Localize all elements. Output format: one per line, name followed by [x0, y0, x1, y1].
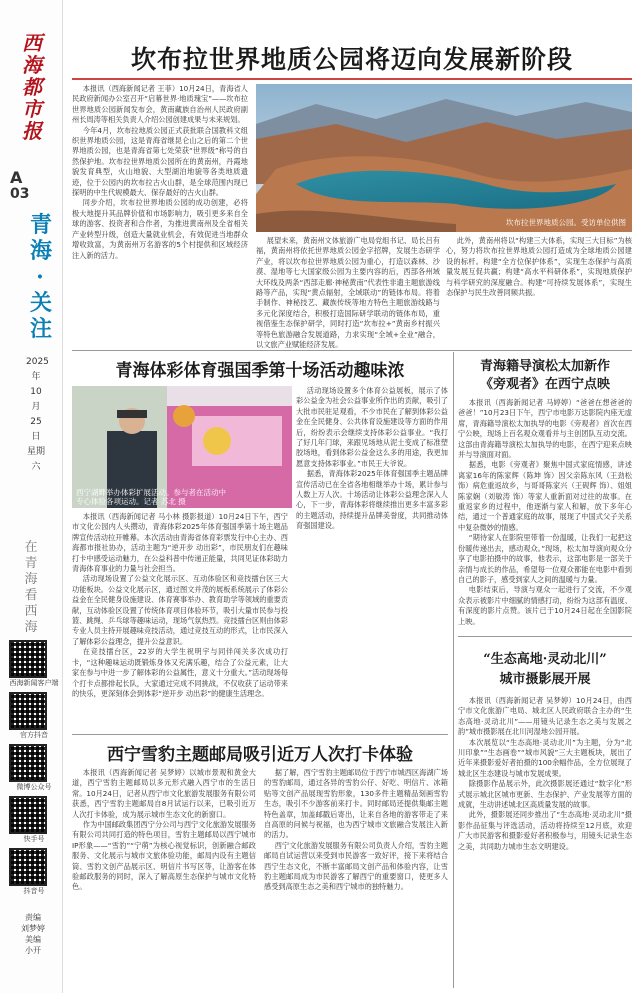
article-3-column-2: 据了解，西宁雪豹主题邮局位于西宁市城西区海湖广场的雪豹邮局，通过各异的雪豹公仔、好吃、明信片、冰箱贴等文创产品展现雪豹形象，130多件主题精品刻画雪豹生态，吸引不少游客前来打卡。同时邮局还提供集邮主题特色盖章，加盖邮戳后寄出，让来自各地的游客带走了来自高原的问候与祝福，也为西宁城市文旅融合发展注入新的活力。 西宁文化旅游发展服务有限公司负责人介绍，雪豹主题邮局自试运营以来受到市民游客一致好评，接下来将结合西宁生态文化，不断丰富邮局文创产品和体验内容，让雪豹主题邮局成为市民游客了解西宁的重要窗口，使更多人感受到高原生态之美和西宁城市的独特魅力。	[264, 768, 448, 892]
article-2-column-2: 活动现场设置多个体育公益展板，展示了体彩公益金为社会公益事业所作出的贡献，吸引了大批市民驻足观看，不少市民在了解到体彩公益金在全民健身、公共体育设施建设等方面的作用后，纷纷表示会继续支持体彩公益事业。“我打了好几年门球，来跟见场地从泥土变成了标准塑胶场地，看到体彩公益金这么多的用途，我更加愿意支持体彩事业。”市民王大爷说。 据悉，青海体彩2025年体育强国季主题品牌宣传活动已在全省各地相继举办十场，累计参与人数上万人次。十场活动让体彩公益理念深入人心，下一步，青海体彩将继续推出更多丰富多彩的主题活动，持续提升品牌美誉度，共同推动体育强国建设。	[296, 386, 448, 531]
logo-char: 都	[22, 75, 42, 99]
article-3-column-1: 本报讯（西海新闻记者 吴梦婷）以城市景观和黄金大道，西宁雪豹主题邮局以多元形式融入西宁市的生活日常。10月24日，记者从西宁市文化旅游发展服务有限公司获悉，西宁雪豹主题邮局自8月试运行以来，已吸引近万人次打卡体验，成为展示城市生态文化的新窗口。 作为中国邮政集团西宁分公司与西宁文化旅游发展服务有限公司共同打造的特色项目，雪豹主题邮局以西宁城市IP形象——“雪豹”“宁萌”为核心视觉标识，创新融合邮政服务、文化展示与城市文旅体验功能，邮局内设有主题信筒、雪豹文创产品展示区、明信片书写区等，让游客在体验邮政服务的同时，深入了解高原生态保护与城市文化特色。	[72, 768, 256, 892]
qr-code-icon[interactable]	[9, 744, 47, 782]
logo-char: 海	[22, 53, 42, 77]
section-divider	[72, 734, 448, 735]
logo-char: 报	[22, 119, 42, 143]
article-3-headline: 西宁雪豹主题邮局吸引近万人次打卡体验	[107, 745, 413, 765]
article-1-column-3: 此外，黄南州将以“构建三大体系，实现三大目标”为核心，努力将坎布拉世界地质公园打造成为全球地质公园建设的标杆。构建“全方位保护体系”，实现生态保护与高质量发展互促共赢；构建“高水平科研体系”，实现地质保护与科学研究的深度融合。构建“可持续发展体系”，实现生态保护与民生改善同频共振。	[446, 236, 632, 298]
article-2-photo	[72, 386, 292, 508]
article-1-photo	[256, 84, 632, 232]
slogan: 在青海 看西海	[24, 540, 38, 635]
photo-caption: 坎布拉世界地质公园。受访单位供图	[506, 218, 626, 227]
logo-char: 西	[22, 31, 42, 55]
qr-code-block[interactable]: 微博公众号	[9, 744, 59, 792]
article-1-column-2: 展望未来，黄南州文体旅游广电局党组书记、局长吕有福，黄南州将依托世界地质公园金字招牌，发展生态研学产业，将以坎布拉世界地质公园为重心，打造以森林、沙漠、湿地等七大国家级公园为主要内容的后，西部各州域大环线及两条“西部走廊·神秘黄南”代表性非遗主题旅游线路等产品，实现“黄点辐射，全域联动”的链体布局。将着手制作、神秘技艺、藏族传统等地方特色主题旅游线路与多元化深度结合，积极打造国际研学联动的链体布局，重视借鉴生态保护研学，同时打造“坎布拉+”黄南乡村振兴等特色旅游融合发展道路，力求实现“全域+全业”融合，以文旅产业赋能经济发展。	[256, 236, 440, 350]
lake-landscape-image	[256, 84, 632, 232]
qr-code-block[interactable]: 官方抖音	[9, 692, 59, 740]
qr-code-block[interactable]: 快手号	[9, 796, 59, 844]
section-divider	[458, 636, 632, 637]
qr-code-icon[interactable]	[9, 848, 47, 886]
page-letter: A	[10, 168, 23, 187]
section-divider	[72, 350, 632, 351]
qr-code-icon[interactable]	[9, 796, 47, 834]
section-name: 青 海 · 关 注	[30, 212, 53, 342]
article-5-headline: “生态高地·灵动北川” 城市摄影展开展	[483, 652, 607, 687]
article-1-headline: 坎布拉世界地质公园将迈向发展新阶段	[130, 45, 573, 74]
qr-code-block[interactable]: 抖音号	[9, 848, 59, 896]
issue-date: 2025年 10月 25日 星期六	[26, 357, 49, 472]
article-5-body: 本报讯（西海新闻记者 吴梦婷）10月24日，由西宁市文化旅游广电局、城北区人民政府联合主办的“生态高地·灵动北川”——用镜头记录生态之美与发展之韵”城市摄影展在北川河湿地公园开展。 本次展览以“生态高地·灵动北川”为主题，分为“北川印象”“生态画卷”“城市风貌”三大主题板块，展出了近年来摄影爱好者拍摄的100余幅作品，全方位展现了城北区生态建设与城市发展成果。 除摄影作品展示外，此次摄影展还通过“数字化”形式展示城北区城市更新、生态保护、产业发展等方面的成就，生动讲述城北区高质量发展的故事。 此外，摄影展还同步推出了“生态高地·灵动北川”摄影作品征集与评选活动，活动将持续至12月底，欢迎广大市民游客和摄影爱好者积极参与，用镜头记录生态之美，共同助力城市生态文明建设。	[458, 696, 632, 851]
qr-code-icon[interactable]	[9, 692, 47, 730]
article-4-headline: 青海籍导演松太加新作 《旁观者》在西宁点映	[479, 359, 610, 392]
masthead	[0, 0, 62, 993]
qr-code-icon[interactable]	[9, 640, 47, 678]
headline-rule	[72, 78, 632, 80]
article-1-column-1: 本报讯（西海新闻记者 王菲）10月24日，青海省人民政府新闻办公室召开“启幕世界·地质瑰宝”——坎布拉世界地质公园新闻发布会，黄南藏族自治州人民政府副州长周涛等相关负责人介绍公园创建成果与未来规划。 今年4月，坎布拉地质公园正式获批联合国教科文组织世界地质公园，这是青海省继昆仑山之后的第二个世界地质公园，也是青海省第七处荣获“世界级”称号的自然保护地。坎布拉世界地质公园所在的黄南州，丹霞地貌发育典型，火山地貌、大型湖泊地貌等各类地质遗迹，位于公园内的坎布拉古火山群，是全球范围内现已探明的中生代规模最大、保存最好的古火山群。 同步介绍，坎布拉世界地质公园的成功创建，必将极大地提升其品牌价值和市场影响力，吸引更多来自全球的游客、投资者和合作者，为推进黄南州及全省相关产业转型升级，创造大量就业机会，有效促进当地群众增收致富，为黄南州万名游客的5个村提供和区域经济注入新的活力。	[72, 84, 248, 260]
page-number: 03	[10, 186, 30, 202]
qr-code-block[interactable]: 西海新闻客户端	[9, 640, 59, 688]
article-2-column-1: 本报讯（西海新闻记者 马小林 摄影报道）10月24日下午，西宁市文化公园内人头攒动，青海体彩2025年体育强国季第十场主题品牌宣传活动拉开帷幕。本次活动由青海省体育彩票发行中心主办、西海都市报社协办，活动主题为“逆开步 动出彩”，市民朋友们在趣味打卡中感受运动魅力，在公益科普中传递正能量，共同见证体彩助力青海体育事业的力量与社会担当。 活动现场设置了公益文化展示区、互动体验区和竞技擂台区三大功能板块。公益文化展示区，通过图文并茂的展板系统展示了体彩公益金在全民健身设施建设、体育赛事举办、教育助学等领域的重要贡献，互动体验区设置了传统体育项目体验环节，吸引大量市民参与投篮、跳绳、乒乓球等趣味运动，现场气氛热烈。竞技擂台区则由体彩专业人员主持开展趣味竞技活动，通过竞技互动的形式，让市民深入了解体彩公益理念，提升公益意识。 在竞技擂台区，22岁的大学生祝明宇与同伴闯关多次成功打卡，“这种趣味运动既锻炼身体又充满乐趣，结合了公益元素，让大家在参与中进一步了解体彩的公益属性，意义十分重大。”活动现场每个打卡点都排起长队，大家通过完成不同挑战，不仅收获了运动带来的快乐，更深刻体会到体彩“逆开步 动出彩”的健康生活理念。	[72, 512, 288, 698]
logo-char: 市	[22, 97, 42, 121]
column-divider	[453, 352, 454, 988]
article-4-body: 本报讯（西海新闻记者 马婷婷）“爸爸在想爸爸的爸爸！”10月23日下午，西宁市电影万达影院内座无虚席，青海籍导演松太加执导的电影《旁观者》首次在西宁公映，现场上百名观众观看并与主创团队互动交流。这部由青海籍导演松太加执导的电影，在西宁迎来点映并与导演面对面。 据悉，电影《旁观者》聚焦中国式家庭情感，讲述离家16年的陈家辉（陈坤 饰）因父亲陈东风（王劲松 饰）病危重返故乡，与哥哥陈家兴（王砚辉 饰）、姐姐陈家娴（刘敏涛 饰）等家人重新面对过往的故事。在重返家乡的过程中，他逐渐与家人和解，放下多年心结，通过一个普通家庭的故事，展现了中国式父子关系中复杂微妙的情感。 “期待家人在影院里带着一份温暖，让我们一起把这份暖传递出去，感动观众。”现场，松太加导演向观众分享了电影拍摄中的故事，他表示，这部电影是一部关于亲情与成长的作品，希望每一位观众都能在电影中看到自己的影子，感受到家人之间的温暖与力量。 电影结束后，导演与观众一起进行了交流，不少观众表示被影片中细腻的情感打动，纷纷为这部有温度、有深度的影片点赞。该片已于10月24日起在全国影院上映。	[458, 398, 632, 626]
editors: 责编 刘梦婷 美编 小开	[21, 913, 45, 955]
photo-caption: 西宁湖畔举办体彩扩展活动。参与者在活动中 专心体验各项运动。记者 苏北 摄	[76, 488, 226, 506]
masthead-divider	[62, 0, 63, 993]
article-2-headline: 青海体彩体育强国季第十场活动趣味浓	[115, 361, 405, 381]
newspaper-logo	[12, 32, 52, 142]
